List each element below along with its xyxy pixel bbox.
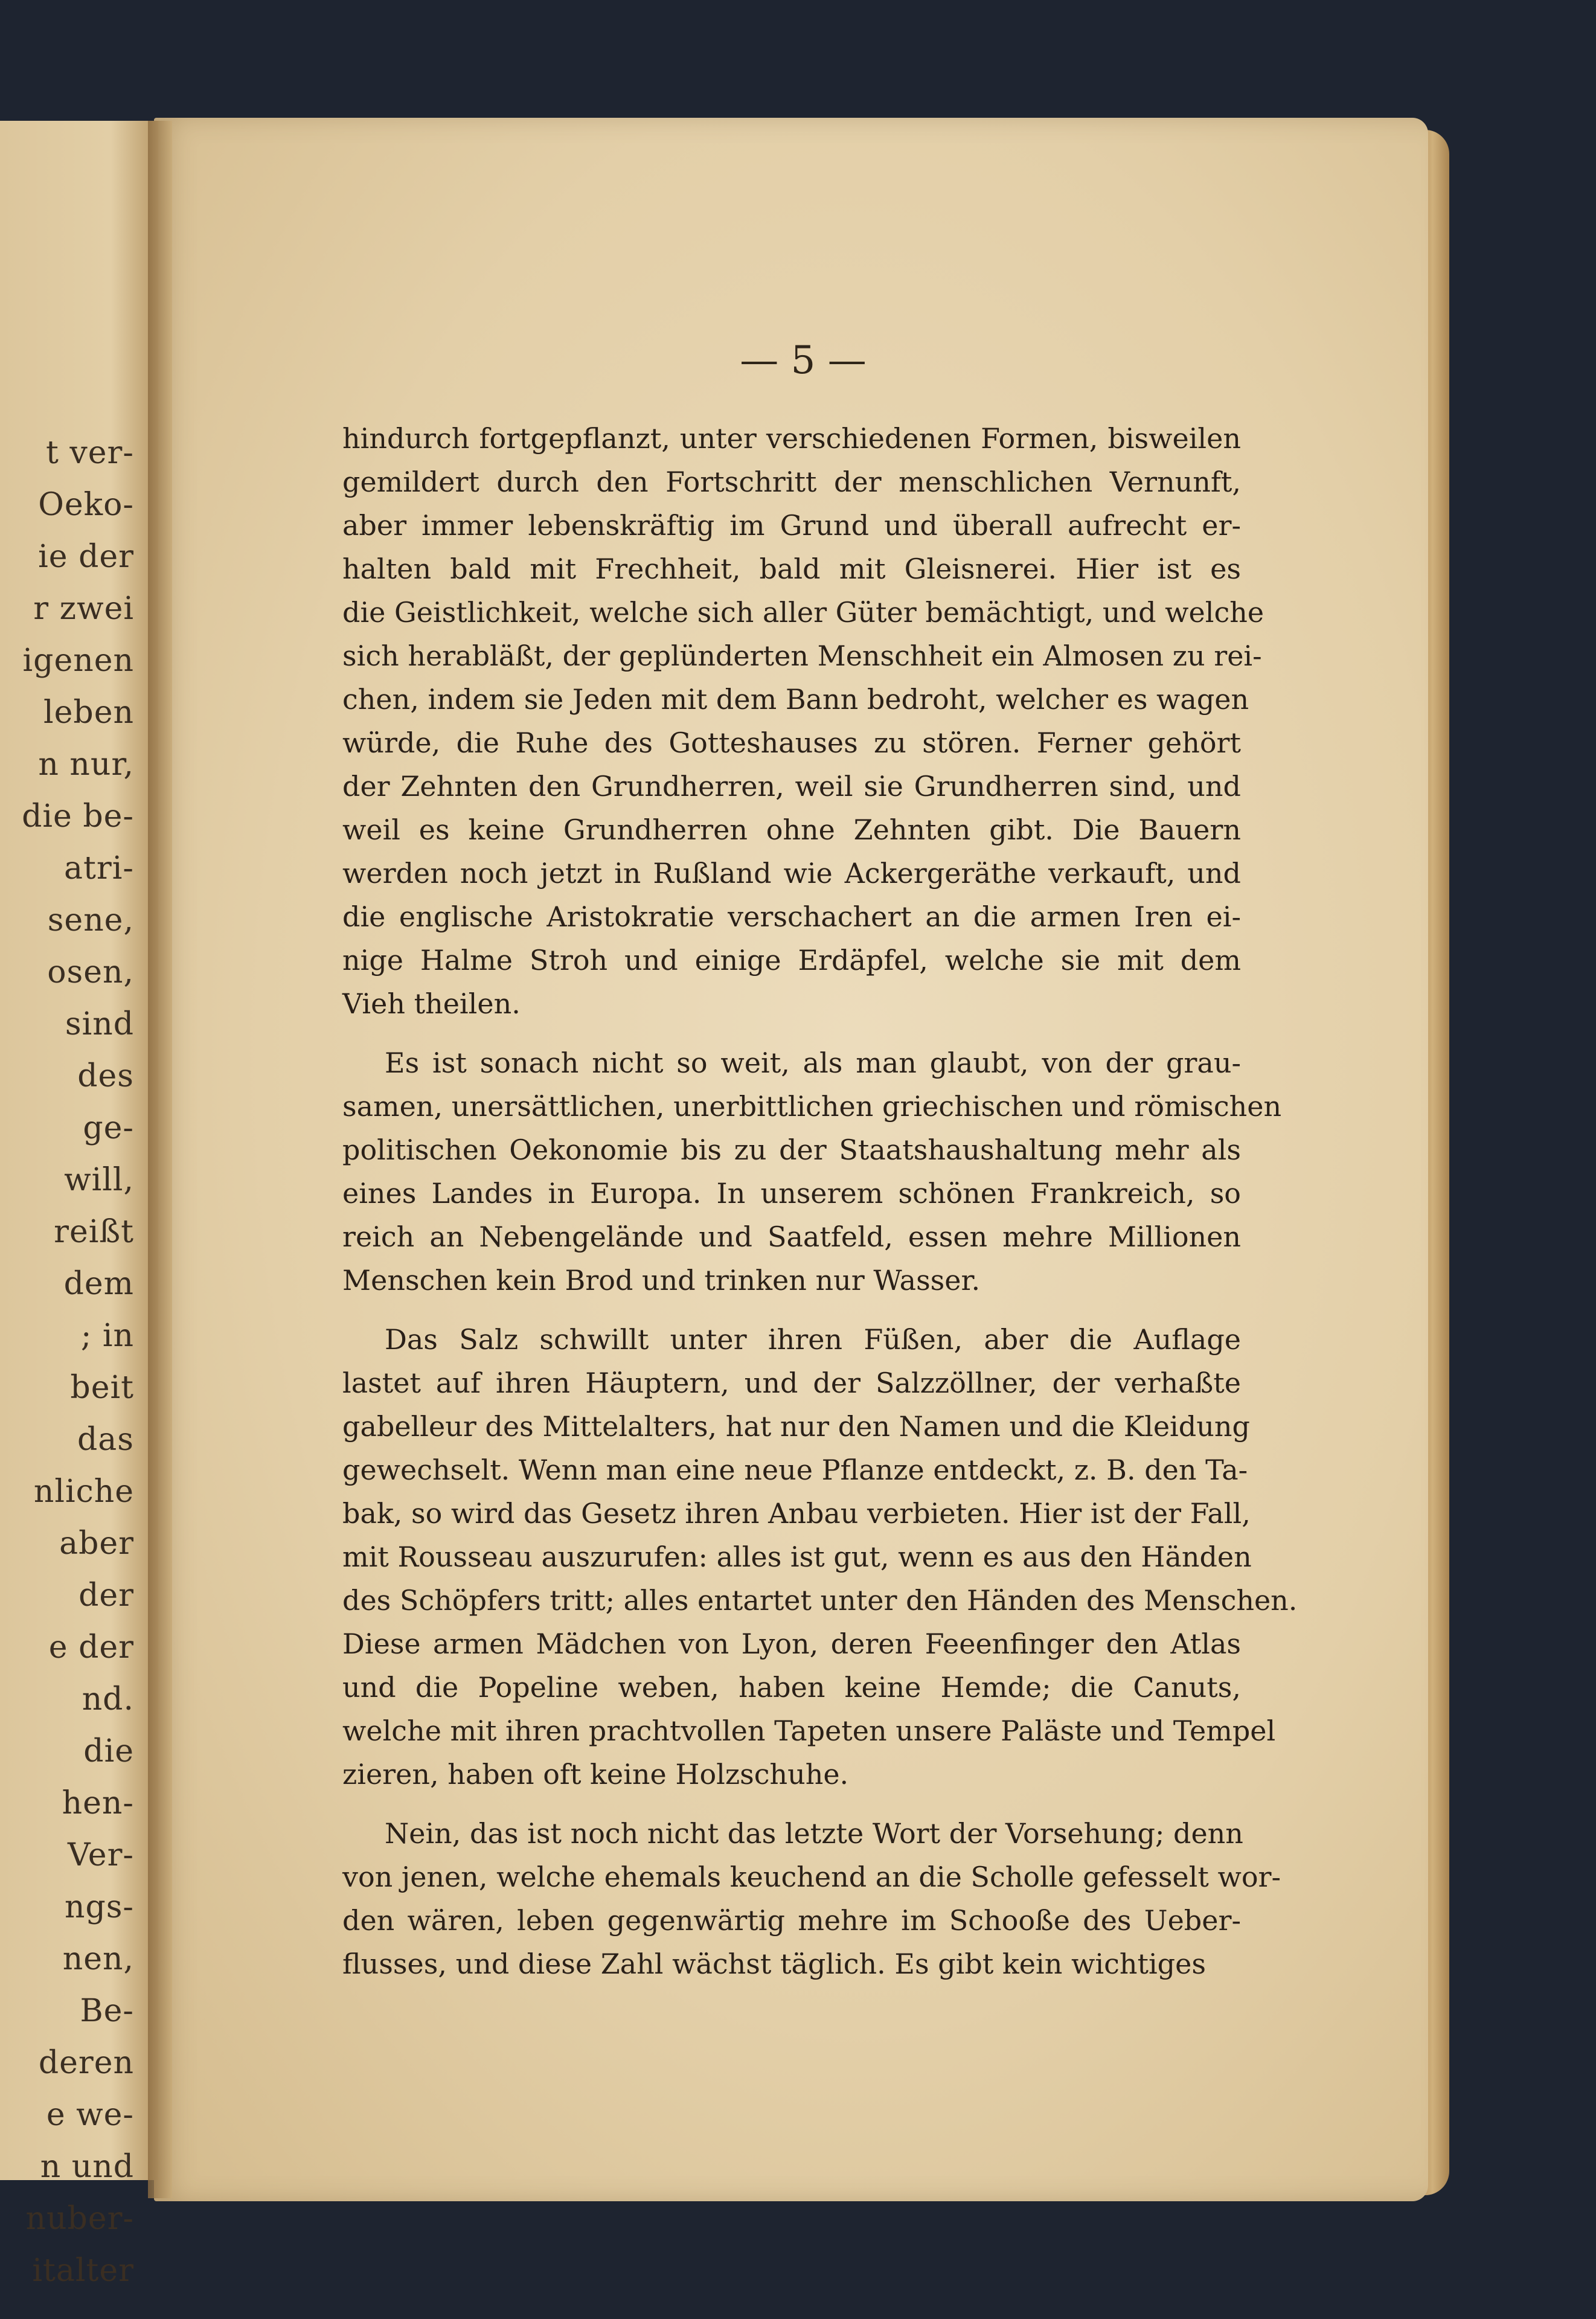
text-line: der Zehnten den Grundherren, weil sie Grundherren sind, und bbox=[342, 770, 1241, 803]
text-line: würde, die Ruhe des Gotteshauses zu stören. Ferner gehört bbox=[342, 726, 1241, 759]
paragraph bbox=[342, 1812, 1281, 1986]
left-page-fragment: Ver- bbox=[68, 1837, 134, 1873]
text-line: Nein, das ist noch nicht das letzte Wort der Vorsehung; denn bbox=[385, 1817, 1243, 1850]
book-gutter bbox=[148, 121, 172, 2198]
text-line: gabelleur des Mittelalters, hat nur den Namen und die Kleidung bbox=[342, 1410, 1250, 1443]
left-page-fragment: leben bbox=[43, 694, 134, 731]
left-page-fragment: atri- bbox=[64, 850, 134, 887]
left-page-fragment: igenen bbox=[22, 643, 134, 679]
text-line: halten bald mit Frechheit, bald mit Gleisnerei. Hier ist es bbox=[342, 553, 1241, 585]
page-text bbox=[342, 417, 1298, 1986]
text-line: sich herabläßt, der geplünderten Menschheit ein Almosen zu rei- bbox=[342, 640, 1262, 672]
text-line: die Geistlichkeit, welche sich aller Güter bemächtigt, und welche bbox=[342, 596, 1264, 629]
left-page-fragment: nen, bbox=[62, 1941, 134, 1977]
left-page-fragment: nd. bbox=[82, 1681, 134, 1718]
text-line: Menschen kein Brod und trinken nur Wasser. bbox=[342, 1264, 981, 1297]
left-page-fragment: ie der bbox=[38, 539, 134, 575]
left-page-fragment: n und bbox=[40, 2149, 134, 2185]
paragraph bbox=[342, 1041, 1282, 1302]
left-page-fragment: reißt bbox=[54, 1214, 134, 1250]
text-line: Diese armen Mädchen von Lyon, deren Feeenfinger den Atlas bbox=[342, 1628, 1241, 1660]
text-line: zieren, haben oft keine Holzschuhe. bbox=[342, 1758, 849, 1791]
text-line: des Schöpfers tritt; alles entartet unter den Händen des Menschen. bbox=[342, 1584, 1298, 1617]
left-page-fragment: e der bbox=[48, 1629, 134, 1666]
left-page-fragment: sind bbox=[65, 1006, 134, 1042]
left-page-fragment: n nur, bbox=[38, 746, 134, 783]
text-line: bak, so wird das Gesetz ihren Anbau verbieten. Hier ist der Fall, bbox=[342, 1497, 1251, 1530]
text-line: politischen Oekonomie bis zu der Staatshaushaltung mehr als bbox=[342, 1134, 1241, 1166]
left-page-fragment: sene, bbox=[47, 902, 134, 938]
text-line: flusses, und diese Zahl wächst täglich. Es gibt kein wichtiges bbox=[342, 1948, 1206, 1980]
text-line: werden noch jetzt in Rußland wie Ackergeräthe verkauft, und bbox=[342, 857, 1241, 890]
text-line: und die Popeline weben, haben keine Hemde; die Canuts, bbox=[342, 1671, 1241, 1704]
left-page-fragment: ge- bbox=[83, 1110, 134, 1146]
left-page-fragment: ; in bbox=[80, 1318, 134, 1354]
left-page-fragment: der bbox=[79, 1577, 134, 1614]
text-line: nige Halme Stroh und einige Erdäpfel, welche sie mit dem bbox=[342, 944, 1241, 977]
text-line: die englische Aristokratie verschachert an die armen Iren ei- bbox=[342, 900, 1241, 933]
left-page-fragment: e we- bbox=[46, 2097, 134, 2133]
left-page bbox=[0, 121, 158, 2289]
paragraph-gap bbox=[342, 1302, 1241, 1318]
text-line: lastet auf ihren Häuptern, und der Salzzöllner, der verhaßte bbox=[342, 1367, 1241, 1399]
left-page-fragment: hen- bbox=[62, 1785, 134, 1821]
left-page-fragment: Oeko- bbox=[38, 487, 134, 523]
left-page-fragment: osen, bbox=[47, 954, 134, 990]
text-line: aber immer lebenskräftig im Grund und überall aufrecht er- bbox=[342, 509, 1241, 542]
left-page-fragment: die bbox=[83, 1733, 134, 1769]
text-line: Vieh theilen. bbox=[342, 987, 521, 1020]
text-line: weil es keine Grundherren ohne Zehnten gibt. Die Bauern bbox=[342, 813, 1241, 846]
left-page-fragment: beit bbox=[70, 1370, 134, 1406]
left-page-fragment: will, bbox=[64, 1162, 134, 1198]
left-page-fragment: dem bbox=[63, 1266, 134, 1302]
paragraph-gap bbox=[342, 1025, 1241, 1041]
left-page-fragment: des bbox=[77, 1058, 134, 1094]
text-line: samen, unersättlichen, unerbittlichen griechischen und römischen bbox=[342, 1090, 1282, 1123]
text-line: gemildert durch den Fortschritt der menschlichen Vernunft, bbox=[342, 466, 1241, 498]
paragraph bbox=[342, 417, 1264, 1025]
left-page-fragment: aber bbox=[59, 1525, 134, 1562]
text-line: Das Salz schwillt unter ihren Füßen, aber die Auflage bbox=[385, 1323, 1241, 1356]
left-page-fragment: Be- bbox=[80, 1993, 134, 2029]
text-line: hindurch fortgepflanzt, unter verschiedenen Formen, bisweilen bbox=[342, 422, 1241, 455]
left-page-fragment: das bbox=[77, 1422, 134, 1458]
paragraph-gap bbox=[342, 1796, 1241, 1812]
text-line: von jenen, welche ehemals keuchend an die Scholle gefesselt wor- bbox=[342, 1861, 1281, 1893]
text-line: gewechselt. Wenn man eine neue Pflanze entdeckt, z. B. den Ta- bbox=[342, 1454, 1248, 1486]
left-page-fragment: deren bbox=[38, 2045, 134, 2081]
text-line: Es ist sonach nicht so weit, als man glaubt, von der grau- bbox=[385, 1047, 1241, 1079]
left-page-fragment: die be- bbox=[22, 798, 134, 835]
text-line: reich an Nebengelände und Saatfeld, essen mehre Millionen bbox=[342, 1220, 1241, 1253]
text-line: den wären, leben gegenwärtig mehre im Schooße des Ueber- bbox=[342, 1904, 1241, 1937]
left-page-fragment: t ver- bbox=[45, 435, 134, 471]
left-page-fragment: italter bbox=[32, 2253, 134, 2289]
left-page-fragment: ngs- bbox=[64, 1889, 134, 1925]
left-page-fragment: nliche bbox=[33, 1474, 134, 1510]
left-page-fragment: r zwei bbox=[33, 591, 134, 627]
left-page-fragment: nuber- bbox=[25, 2201, 134, 2237]
text-line: eines Landes in Europa. In unserem schönen Frankreich, so bbox=[342, 1177, 1241, 1210]
text-line: welche mit ihren prachtvollen Tapeten unsere Paläste und Tempel bbox=[342, 1714, 1276, 1747]
text-line: mit Rousseau auszurufen: alles ist gut, wenn es aus den Händen bbox=[342, 1541, 1252, 1573]
paragraph bbox=[342, 1318, 1298, 1796]
page-number: — 5 — bbox=[740, 338, 867, 383]
text-line: chen, indem sie Jeden mit dem Bann bedroht, welcher es wagen bbox=[342, 683, 1249, 716]
